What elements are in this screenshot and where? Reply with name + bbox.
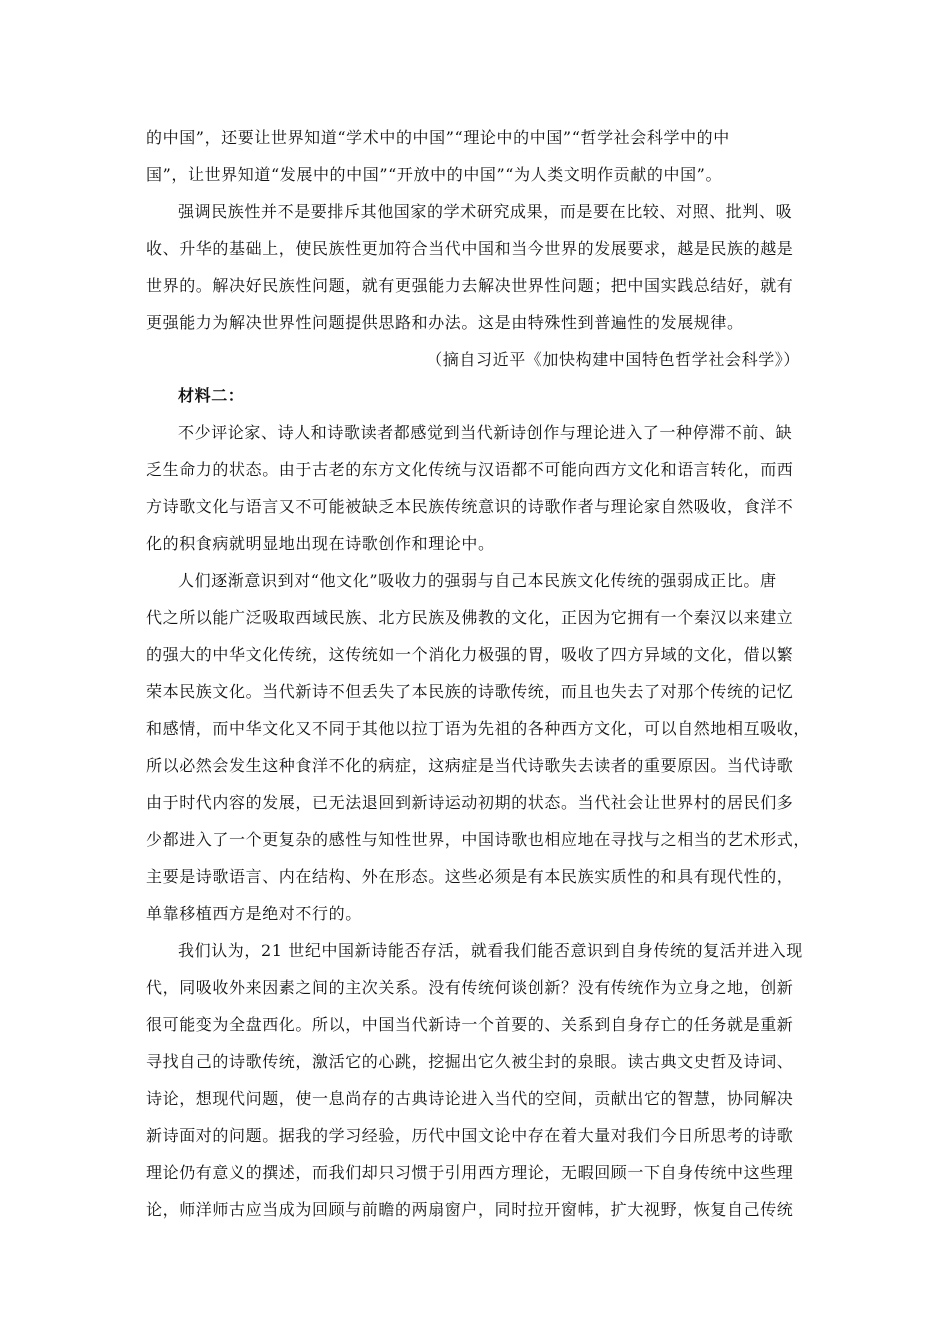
text-line: 强调民族性并不是要排斥其他国家的学术研究成果，而是要在比较、对照、批判、吸 (178, 202, 793, 221)
text-line: 不少评论家、诗人和诗歌读者都感觉到当代新诗创作与理论进入了一种停滞不前、缺 (178, 423, 793, 442)
text-line: 单靠移植西方是绝对不行的。 (146, 904, 362, 923)
text-line: 收、升华的基础上，使民族性更加符合当代中国和当今世界的发展要求，越是民族的越是 (146, 239, 794, 258)
text-line: 由于时代内容的发展，已无法退回到新诗运动初期的状态。当代社会让世界村的居民们多 (146, 793, 794, 812)
text-line: 代，同吸收外来因素之间的主次关系。没有传统何谈创新？没有传统作为立身之地，创新 (146, 978, 794, 997)
text-line: 很可能变为全盘西化。所以，中国当代新诗一个首要的、关系到自身存亡的任务就是重新 (146, 1015, 794, 1034)
text-line: 化的积食病就明显地出现在诗歌创作和理论中。 (146, 534, 495, 553)
text-line: 主要是诗歌语言、内在结构、外在形态。这些必须是有本民族实质性的和具有现代性的， (146, 867, 794, 886)
text-line: 新诗面对的问题。据我的学习经验，历代中国文论中存在着大量对我们今日所思考的诗歌 (146, 1126, 794, 1145)
text-line: 更强能力为解决世界性问题提供思路和办法。这是由特殊性到普遍性的发展规律。 (146, 313, 744, 332)
text-line: 世界的。解决好民族性问题，就有更强能力去解决世界性问题；把中国实践总结好，就有 (146, 276, 794, 295)
text-line: 寻找自己的诗歌传统，激活它的心跳，挖掘出它久被尘封的泉眼。读古典文史哲及诗词、 (146, 1052, 794, 1071)
text-line: 论，师洋师古应当成为回顾与前瞻的两扇窗户，同时拉开窗帏，扩大视野，恢复自己传统 (146, 1200, 794, 1219)
source-citation: （摘自习近平《加快构建中国特色哲学社会科学》） (426, 350, 800, 369)
text-line: 乏生命力的状态。由于古老的东方文化传统与汉语都不可能向西方文化和语言转化，而西 (146, 460, 794, 479)
text-line: 代之所以能广泛吸取西域民族、北方民族及佛教的文化，正因为它拥有一个秦汉以来建立 (146, 608, 794, 627)
text-line: 和感情，而中华文化又不同于其他以拉丁语为先祖的各种西方文化，可以自然地相互吸收， (146, 719, 811, 738)
text-line: 诗论，想现代问题，使一息尚存的古典诗论进入当代的空间，贡献出它的智慧，协同解决 (146, 1089, 794, 1108)
section-heading: 材料二： (178, 386, 245, 405)
text-line: 人们逐渐意识到对“他文化”吸收力的强弱与自己本民族文化传统的强弱成正比。唐 (178, 571, 777, 590)
text-line: 的中国”，还要让世界知道“学术中的中国”“理论中的中国”“哲学社会科学中的中 (146, 128, 730, 147)
text-line: 方诗歌文化与语言又不可能被缺乏本民族传统意识的诗歌作者与理论家自然吸收，食洋不 (146, 497, 794, 516)
text-line: 所以必然会发生这种食洋不化的病症，这病症是当代诗歌失去读者的重要原因。当代诗歌 (146, 756, 794, 775)
text-line: 理论仍有意义的撰述，而我们却只习惯于引用西方理论，无暇回顾一下自身传统中这些理 (146, 1163, 794, 1182)
text-line: 的强大的中华文化传统，这传统如一个消化力极强的胃，吸收了四方异域的文化，借以繁 (146, 645, 794, 664)
text-line: 荣本民族文化。当代新诗不但丢失了本民族的诗歌传统，而且也失去了对那个传统的记忆 (146, 682, 794, 701)
text-line: 我们认为，21 世纪中国新诗能否存活，就看我们能否意识到自身传统的复活并进入现 (178, 941, 803, 960)
text-line: 少都进入了一个更复杂的感性与知性世界，中国诗歌也相应地在寻找与之相当的艺术形式， (146, 830, 811, 849)
text-line: 国”，让世界知道“发展中的中国”“开放中的中国”“为人类文明作贡献的中国”。 (146, 165, 723, 184)
